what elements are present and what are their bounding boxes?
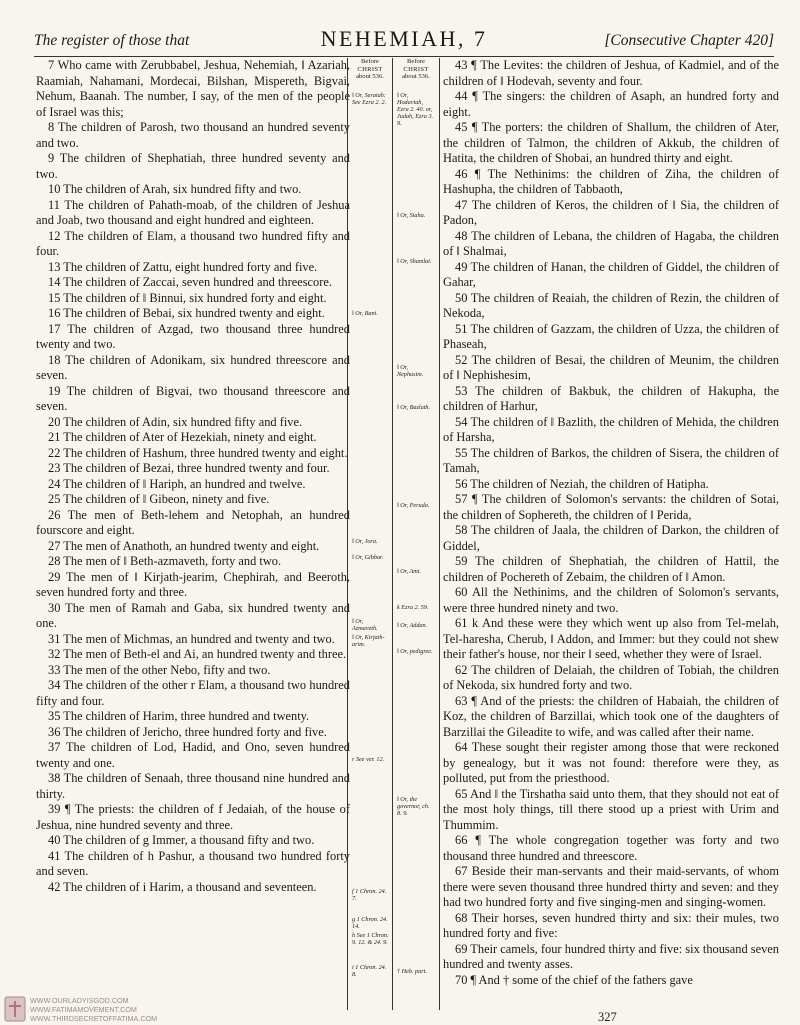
verse: 18 The children of Adonikam, six hundred threescore and seven. [36,352,350,382]
verse: 62 The children of Delaiah, the children of Tobiah, the children of Nekoda, six hundred forty and two. [443,662,779,692]
verse: 19 The children of Bigvai, two thousand threescore and seven. [36,383,350,413]
margin-note: ‖ Or, Peruda. [397,502,430,509]
margin-note: ‖ Or, Siaha. [397,212,426,219]
footer-urls [30,996,157,1023]
verse: 59 The children of Shephatiah, the children of Hattil, the children of Pochereth of Zebaim, the children of ‖ Amon. [443,554,779,584]
verse: 30 The men of Ramah and Gaba, six hundred twenty and one. [36,600,350,630]
verse: 44 ¶ The singers: the children of Asaph, an hundred forty and eight. [443,89,779,119]
margin-rule-left [347,58,348,1010]
footer-url[interactable]: WWW.OURLADYISGOD.COM [30,996,129,1005]
verse: 9 The children of Shephatiah, three hundred seventy and two. [36,151,350,181]
verse: 51 The children of Gazzam, the children of Uzza, the children of Phaseah, [443,321,779,351]
verse: 15 The children of ‖ Binnui, six hundred forty and eight. [48,290,327,305]
verse: 37 The children of Lod, Hadid, and Ono, seven hundred twenty and one. [36,740,350,770]
verse: 65 And ‖ the Tirshatha said unto them, that they should not eat of the most holy things, till there stood up a priest with Urim and Thummim. [443,786,779,832]
verse: 22 The children of Hashum, three hundred twenty and eight. [48,445,348,460]
margin-note: ‖ Or, Nephusim. [397,364,424,378]
verse: 17 The children of Azgad, two thousand three hundred twenty and two. [36,321,350,351]
margin-rule-right [439,58,440,1010]
margin-rule-center [392,58,393,1010]
page-number: 327 [598,1010,617,1024]
margin-note: r See ver. 12. [352,756,385,763]
verse: 57 ¶ The children of Solomon's servants: the children of Sotai, the children of Sophereth, the children of ‖ Perida, [443,492,779,522]
verse: 63 ¶ And of the priests: the children of Habaiah, the children of Koz, the children of Barzillai, which took one of the daughters of Barzillai the Gileadite to wife, and was called after their name. [443,693,779,739]
verse: 48 The children of Lebana, the children of Hagaba, the children of ‖ Shalmai, [443,228,779,258]
margin-note: ‖ Or, Bani. [352,310,378,317]
margin-notes-right [394,58,438,975]
verse: 26 The men of Beth-lehem and Netophah, an hundred fourscore and eight. [36,507,350,537]
verse: 58 The children of Jaala, the children of Darkon, the children of Giddel, [443,523,779,553]
verse: 31 The men of Michmas, an hundred and twenty and two. [48,631,335,646]
margin-note: ‖ Or, Shamlai. [397,258,432,265]
margin-note: i 1 Chron. 24. 8. [352,964,387,978]
verse: 20 The children of Adin, six hundred fifty and five. [48,414,303,429]
margin-date-heading: Before CHRIST about 536. [402,58,430,80]
verse: 46 ¶ The Nethinims: the children of Ziha, the children of Hashupha, the children of Tabbaoth, [443,166,779,196]
verse: 43 ¶ The Levites: the children of Jeshua, of Kadmiel, and of the children of ‖ Hodevah, seventy and four. [443,58,779,88]
verse: 42 The children of i Harim, a thousand and seventeen. [48,879,317,894]
verse: 45 ¶ The porters: the children of Shallum, the children of Ater, the children of Talmon, the children of Akkub, the children of Hatita, the children of Shobai, an hundred thirty and eight. [443,120,779,165]
margin-date-heading: Before CHRIST about 536. [356,58,384,80]
verse: 49 The children of Hanan, the children of Giddel, the children of Gahar, [443,259,779,289]
verse: 68 Their horses, seven hundred thirty and six: their mules, two hundred forty and five: [443,910,779,940]
verse: 25 The children of ‖ Gibeon, ninety and five. [48,492,270,506]
verse: 34 The children of the other r Elam, a thousand two hundred fifty and four. [36,678,350,708]
verse: 32 The men of Beth-el and Ai, an hundred twenty and three. [48,647,347,661]
verse: 52 The children of Besai, the children of Meunim, the children of ‖ Nephishesim, [443,352,779,382]
footer-url[interactable]: WWW.THIRDSECRETOFFATIMA.COM [30,1014,158,1023]
left-column [36,58,350,895]
consecutive-chapter-label: [Consecutive Chapter 420] [604,32,774,49]
verse: 11 The children of Pahath-moab, of the children of Jeshua and Joab, two thousand and eight hundred and eighteen. [36,197,350,227]
margin-note: ‖ Or, Ami. [397,568,421,575]
verse: 39 ¶ The priests: the children of f Jedaiah, of the house of Jeshua, nine hundred seventy and three. [36,802,350,832]
verse: 66 ¶ The whole congregation together was forty and two thousand three hundred and threescore. [443,833,779,863]
verse: 7 Who came with Zerubbabel, Jeshua, Nehemiah, ‖ Azariah, Raamiah, Nahamani, Mordecai, Bilshan, Mispereth, Bigvai, Nehum, Baanah. The number, I say, of the men of the people of Israel was this; [36,58,350,119]
header-rule [34,56,774,57]
running-head-left: The register of those that [34,32,190,49]
margin-note: f 1 Chron. 24. 7. [352,888,387,902]
verse: 41 The children of h Pashur, a thousand two hundred forty and seven. [36,848,350,878]
verse: 23 The children of Bezai, three hundred twenty and four. [48,461,330,475]
verse: 14 The children of Zaccai, seven hundred and threescore. [48,275,332,289]
margin-note: ‖ Or, Kirjath-arim. [352,634,385,648]
verse: 47 The children of Keros, the children of ‖ Sia, the children of Padon, [443,197,779,227]
margin-notes-left [349,58,391,978]
verse: 38 The children of Senaah, three thousand nine hundred and thirty. [36,771,350,801]
verse: 24 The children of ‖ Hariph, an hundred and twelve. [48,476,306,491]
margin-note: k Ezra 2. 59. [397,604,429,611]
verse: 61 k And these were they which went up also from Tel-melah, Tel-haresha, Cherub, ‖ Addon, and Immer: but they could not shew their father's house, nor their ‖ seed, whether they were of Israel. [443,616,779,661]
website-logo-icon [4,996,26,1022]
verse: 16 The children of Bebai, six hundred twenty and eight. [48,306,325,320]
margin-note: g 1 Chron. 24. 14. [352,916,388,930]
verse: 21 The children of Ater of Hezekiah, ninety and eight. [48,430,317,444]
verse: 40 The children of g Immer, a thousand fifty and two. [48,833,315,847]
verse: 67 Beside their man-servants and their maid-servants, of whom there were seven thousand three hundred thirty and seven: and they had two hundred forty and five singing-men and singing-women. [443,864,779,909]
verse: 28 The men of ‖ Beth-azmaveth, forty and two. [48,554,282,568]
margin-note: ‖ Or, Gibbar. [352,554,384,561]
verse: 55 The children of Barkos, the children of Sisera, the children of Tamah, [443,445,779,475]
verse: 8 The children of Parosh, two thousand an hundred seventy and two. [36,120,350,150]
verse: 29 The men of ‖ Kirjath-jearim, Chephirah, and Beeroth, seven hundred forty and three. [36,569,350,599]
verse: 54 The children of ‖ Bazlith, the children of Mehida, the children of Harsha, [443,414,779,444]
verse: 69 Their camels, four hundred thirty and five: six thousand seven hundred and twenty asses. [443,941,779,971]
verse: 53 The children of Bakbuk, the children of Hakupha, the children of Harhur, [443,383,779,413]
verse: 50 The children of Reaiah, the children of Rezin, the children of Nekoda, [443,290,779,320]
margin-note: ‖ Or, pedigree. [397,648,433,655]
verse: 10 The children of Arah, six hundred fifty and two. [48,182,302,196]
verse: 36 The children of Jericho, three hundred forty and five. [48,724,327,739]
verse: 56 The children of Neziah, the children of Hatipha. [455,476,709,491]
margin-note: ‖ Or, Seraiah: See Ezra 2. 2. [352,92,387,106]
page-header [34,26,774,54]
verse: 13 The children of Zattu, eight hundred forty and five. [48,259,318,274]
verse: 33 The men of the other Nebo, fifty and two. [48,662,271,677]
verse: 35 The children of Harim, three hundred and twenty. [48,709,310,723]
book-chapter-title: NEHEMIAH, 7 [320,26,488,51]
margin-note: † Heb. part. [397,968,427,975]
verse: 60 All the Nethinims, and the children of Solomon's servants, were three hundred ninety and two. [443,585,779,615]
margin-note: h See 1 Chron. 9. 12. & 24. 9. [352,932,389,946]
right-column [443,58,779,988]
margin-note: ‖ Or, Bazluth. [397,404,431,411]
margin-note: ‖ Or, Addan. [397,622,428,629]
footer-url[interactable]: WWW.FATIMAMOVEMENT.COM [30,1005,137,1014]
margin-note: ‖ Or, Jora. [352,538,378,545]
verse: 12 The children of Elam, a thousand two hundred fifty and four. [36,228,350,258]
verse: 64 These sought their register among those that were reckoned by genealogy, but it was not found: therefore were they, as polluted, put from the priesthood. [443,740,779,785]
margin-note: ‖ Or, the governor, ch. 8. 9. [397,796,430,817]
verse: 70 ¶ And † some of the chief of the fathers gave [455,972,693,987]
margin-note: ‖ Or, Azmaveth. [352,618,378,632]
margin-note: ‖ Or, Hodaviah, Ezra 2. 40. or, Judah, Ezra 3. 9. [397,92,434,127]
verse: 27 The men of Anathoth, an hundred twenty and eight. [48,538,320,553]
